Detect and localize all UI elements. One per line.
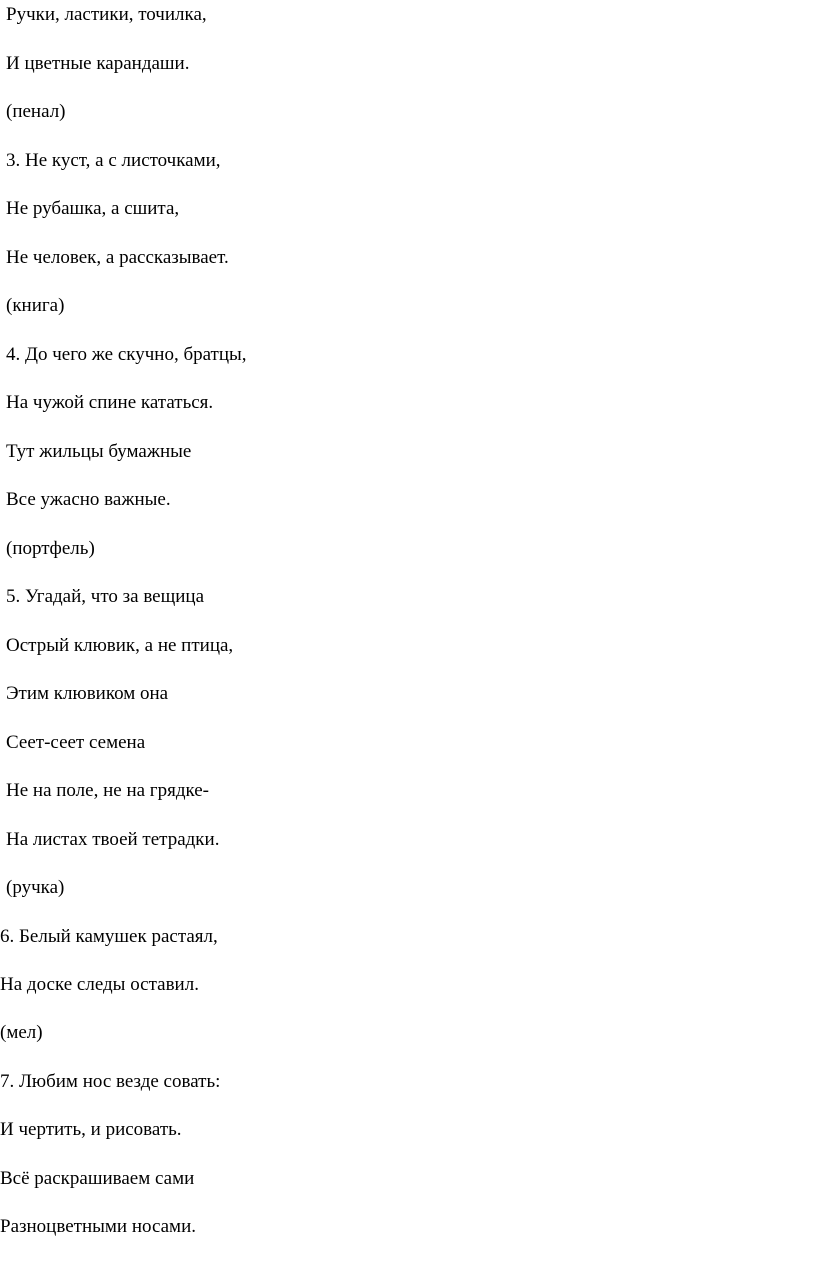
riddle-line: Тут жильцы бумажные	[6, 441, 192, 462]
riddle-line: Ручки, ластики, точилка,	[6, 4, 207, 25]
riddle-line: 7. Любим нос везде совать:	[0, 1071, 221, 1092]
riddle-line: Не рубашка, а сшита,	[6, 198, 180, 219]
riddle-line: Всё раскрашиваем сами	[0, 1168, 195, 1189]
riddle-line: На доске следы оставил.	[0, 974, 199, 995]
riddle-line: На чужой спине кататься.	[6, 392, 214, 413]
riddle-line: 5. Угадай, что за вещица	[6, 586, 205, 607]
riddle-answer: (портфель)	[6, 538, 95, 559]
riddle-answer: (пенал)	[6, 101, 66, 122]
riddle-line: Острый клювик, а не птица,	[6, 635, 234, 656]
riddle-line: 4. До чего же скучно, братцы,	[6, 344, 247, 365]
riddle-line: Сеет-сеет семена	[6, 732, 146, 753]
riddle-answer: (ручка)	[6, 877, 65, 898]
riddle-line: 3. Не куст, а с листочками,	[6, 150, 221, 171]
riddle-line: Не человек, а рассказывает.	[6, 247, 229, 268]
riddle-line: Этим клювиком она	[6, 683, 169, 704]
riddle-line: Не на поле, не на грядке-	[6, 780, 210, 801]
riddle-line: И цветные карандаши.	[6, 53, 190, 74]
riddle-answer: (мел)	[0, 1022, 43, 1043]
riddle-line: 6. Белый камушек растаял,	[0, 926, 218, 947]
riddle-answer: (книга)	[6, 295, 65, 316]
riddle-line: На листах твоей тетрадки.	[6, 829, 220, 850]
riddle-line: Все ужасно важные.	[6, 489, 171, 510]
riddle-line: И чертить, и рисовать.	[0, 1119, 182, 1140]
riddle-line: Разноцветными носами.	[0, 1216, 196, 1237]
